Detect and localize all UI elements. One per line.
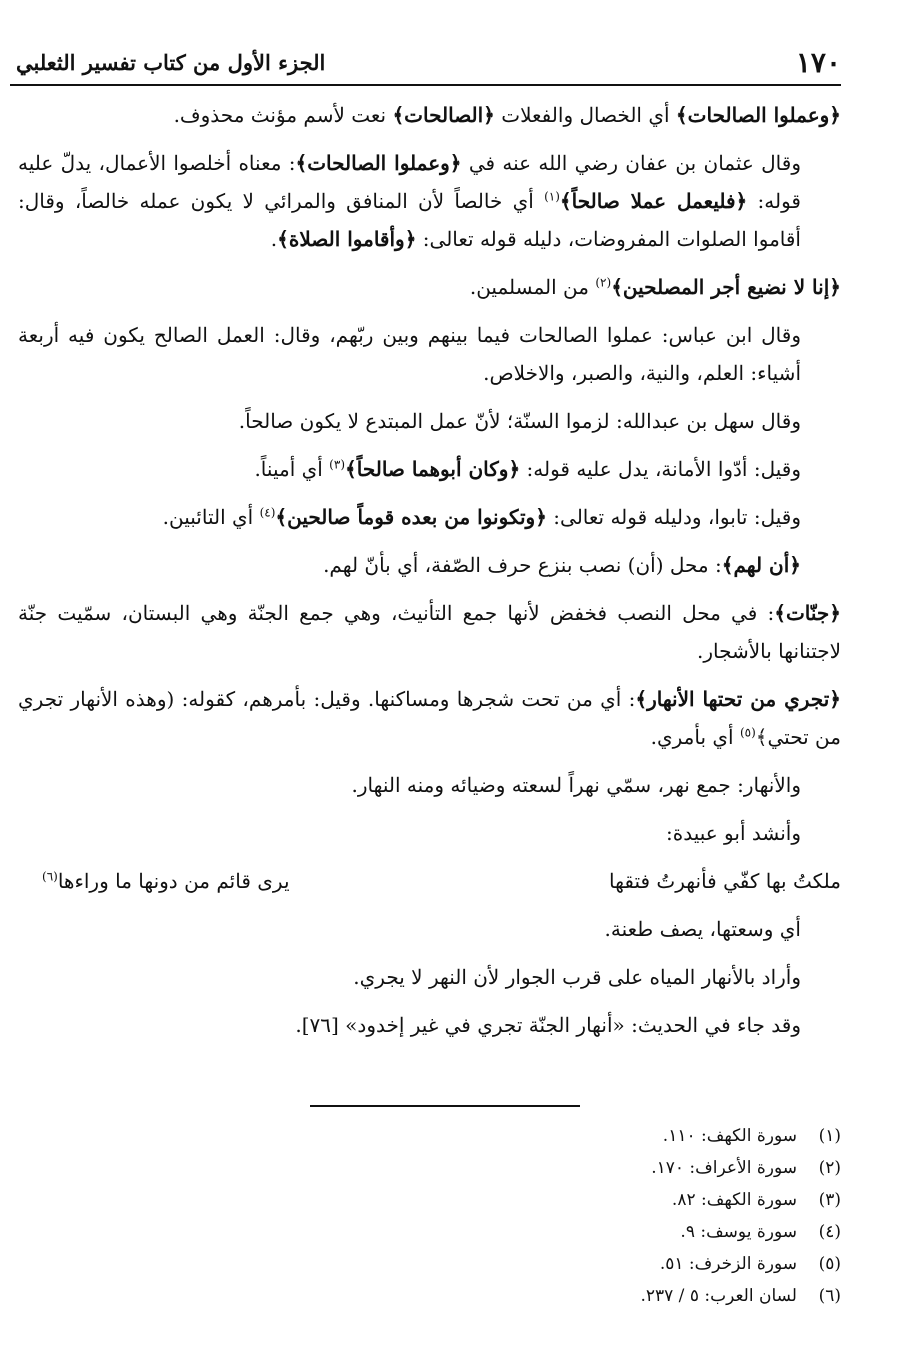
page-number: ١٧٠	[795, 46, 841, 79]
footnote-number: (٥)	[818, 1254, 841, 1274]
footnote-number: (١)	[818, 1126, 841, 1146]
footnote-marker: (٤)	[259, 505, 276, 520]
footnote	[640, 1184, 841, 1216]
text-run: : في محل النصب فخفض لأنها جمع التأنيث، وهي جمع الجنّة وهي البستان، سمّيت جنّة لاجتنانها بالأشجار.	[18, 601, 841, 663]
text-run: وقيل: أدّوا الأمانة، يدل عليه قوله:	[520, 457, 801, 481]
footnote-text: لسان العرب: ٥ / ٢٣٧.	[640, 1286, 797, 1306]
footnote-marker: (١)	[544, 189, 560, 204]
footnote-number: (٦)	[818, 1286, 841, 1306]
text-run: أي خالصاً لأن المنافق والمرائي لا يكون عمله خالصاً، وقال: أقاموا الصلوات المفروضات، دليله قوله تعالى:	[18, 189, 801, 251]
footnote	[640, 1280, 841, 1312]
text-run: وقال ابن عباس: عملوا الصالحات فيما بينهم وبين ربّهم، وقال: العمل الصالح يكون فيه أربعة أشياء: العلم، والنية، والصبر، والاخلاص.	[18, 323, 801, 385]
footnote-text: سورة يوسف: ٩.	[680, 1222, 797, 1242]
text-run: من المسلمين.	[469, 275, 596, 299]
paragraph	[18, 96, 841, 134]
text-run: وقال سهل بن عبدالله: لزموا السنّة؛ لأنّ عمل المبتدع لا يكون صالحاً.	[238, 409, 801, 433]
text-run: نعت لأسم مؤنث محذوف.	[173, 103, 393, 127]
paragraph	[18, 910, 841, 948]
footnote-number: (٣)	[818, 1190, 841, 1210]
quran-quote: ﴿إنا لا نضيع أجر المصلحين﴾	[611, 275, 841, 299]
text-run: وقيل: تابوا، ودليله قوله تعالى:	[546, 505, 801, 529]
quran-quote: ﴿الصالحات﴾	[392, 103, 495, 127]
poem-first-hemistich: ملكتُ بها كفّي فأنهرتُ فتقها	[609, 869, 841, 893]
quran-quote: ﴿وتكونوا من بعده قوماً صالحين﴾	[275, 505, 547, 529]
footnote-text: سورة الكهف: ١١٠.	[662, 1126, 797, 1146]
quran-quote: ﴿جنّات﴾	[774, 601, 841, 625]
paragraph-list	[18, 96, 841, 852]
text-run: أي بأمري.	[650, 725, 740, 749]
text-run: أي التائبين.	[162, 505, 260, 529]
quran-quote: ﴿تجري من تحتها الأنهار﴾	[635, 687, 841, 711]
footnote-text: سورة الكهف: ٨٢.	[671, 1190, 797, 1210]
header-rule	[10, 84, 841, 86]
poem-verse	[18, 862, 841, 900]
quran-quote: ﴿فليعمل عملا صالحاً﴾	[559, 189, 748, 213]
footnote-number: (٢)	[818, 1158, 841, 1178]
main-text	[18, 96, 841, 1054]
footnote	[640, 1216, 841, 1248]
text-run: .	[270, 227, 278, 251]
text-run: : أي من تحت شجرها ومساكنها. وقيل: بأمرهم، كقوله: (وهذه الأنهار تجري من تحتي﴾	[18, 687, 841, 749]
text-run: : محل (أن) نصب بنزع حرف الصّفة، أي بأنّ لهم.	[323, 553, 722, 577]
page-header	[10, 44, 841, 84]
footnote-rule	[310, 1105, 580, 1107]
text-run: وأراد بالأنهار المياه على قرب الجوار لأن النهر لا يجري.	[353, 965, 801, 989]
paragraph	[18, 1006, 841, 1044]
quran-quote: ﴿أن لهم﴾	[721, 553, 801, 577]
text-run: أي الخصال والفعلات	[494, 103, 676, 127]
footnote-marker: (٣)	[329, 457, 345, 472]
text-run: وقال عثمان بن عفان رضي الله عنه في	[461, 151, 801, 175]
footnote	[640, 1248, 841, 1280]
poem-second-hemistich: يرى قائم من دونها ما وراءها$^{(٦)}$	[42, 869, 290, 893]
footnote-number: (٤)	[818, 1222, 841, 1242]
paragraph	[18, 402, 841, 440]
paragraph	[18, 268, 841, 306]
text-run: وأنشد أبو عبيدة:	[665, 821, 801, 845]
paragraph	[18, 958, 841, 996]
text-run: وقد جاء في الحديث: «أنهار الجنّة تجري في غير إخدود» [٧٦].	[295, 1013, 801, 1037]
text-run: أي أميناً.	[254, 457, 330, 481]
paragraph	[18, 594, 841, 670]
footnote	[640, 1152, 841, 1184]
paragraph	[18, 450, 841, 488]
paragraph	[18, 766, 841, 804]
paragraph	[18, 814, 841, 852]
footnote-marker: (٢)	[595, 275, 612, 290]
footnote-text: سورة الزخرف: ٥١.	[659, 1254, 797, 1274]
quran-quote: ﴿وعملوا الصالحات﴾	[295, 151, 462, 175]
quran-quote: ﴿وأقاموا الصلاة﴾	[277, 227, 417, 251]
text-run: : معناه أخلصوا الأعمال، يدلّ عليه قوله:	[18, 151, 801, 213]
footnote	[640, 1120, 841, 1152]
quran-quote: ﴿وكان أبوهما صالحاً﴾	[345, 457, 521, 481]
paragraph	[18, 316, 841, 392]
footnote-marker: (٦)	[42, 869, 58, 884]
paragraph	[18, 498, 841, 536]
running-title: الجزء الأول من كتاب تفسير الثعلبي	[16, 50, 326, 75]
paragraph	[18, 144, 841, 258]
paragraph	[18, 680, 841, 756]
footnote-list	[640, 1120, 841, 1312]
paragraph	[18, 546, 841, 584]
after-poem-paragraphs	[18, 910, 841, 1044]
text-run: أي وسعتها، يصف طعنة.	[604, 917, 801, 941]
text-run: والأنهار: جمع نهر، سمّي نهراً لسعته وضيائه ومنه النهار.	[351, 773, 801, 797]
footnote-marker: (٥)	[739, 725, 756, 740]
footnote-text: سورة الأعراف: ١٧٠.	[651, 1158, 797, 1178]
quran-quote: ﴿وعملوا الصالحات﴾	[675, 103, 841, 127]
